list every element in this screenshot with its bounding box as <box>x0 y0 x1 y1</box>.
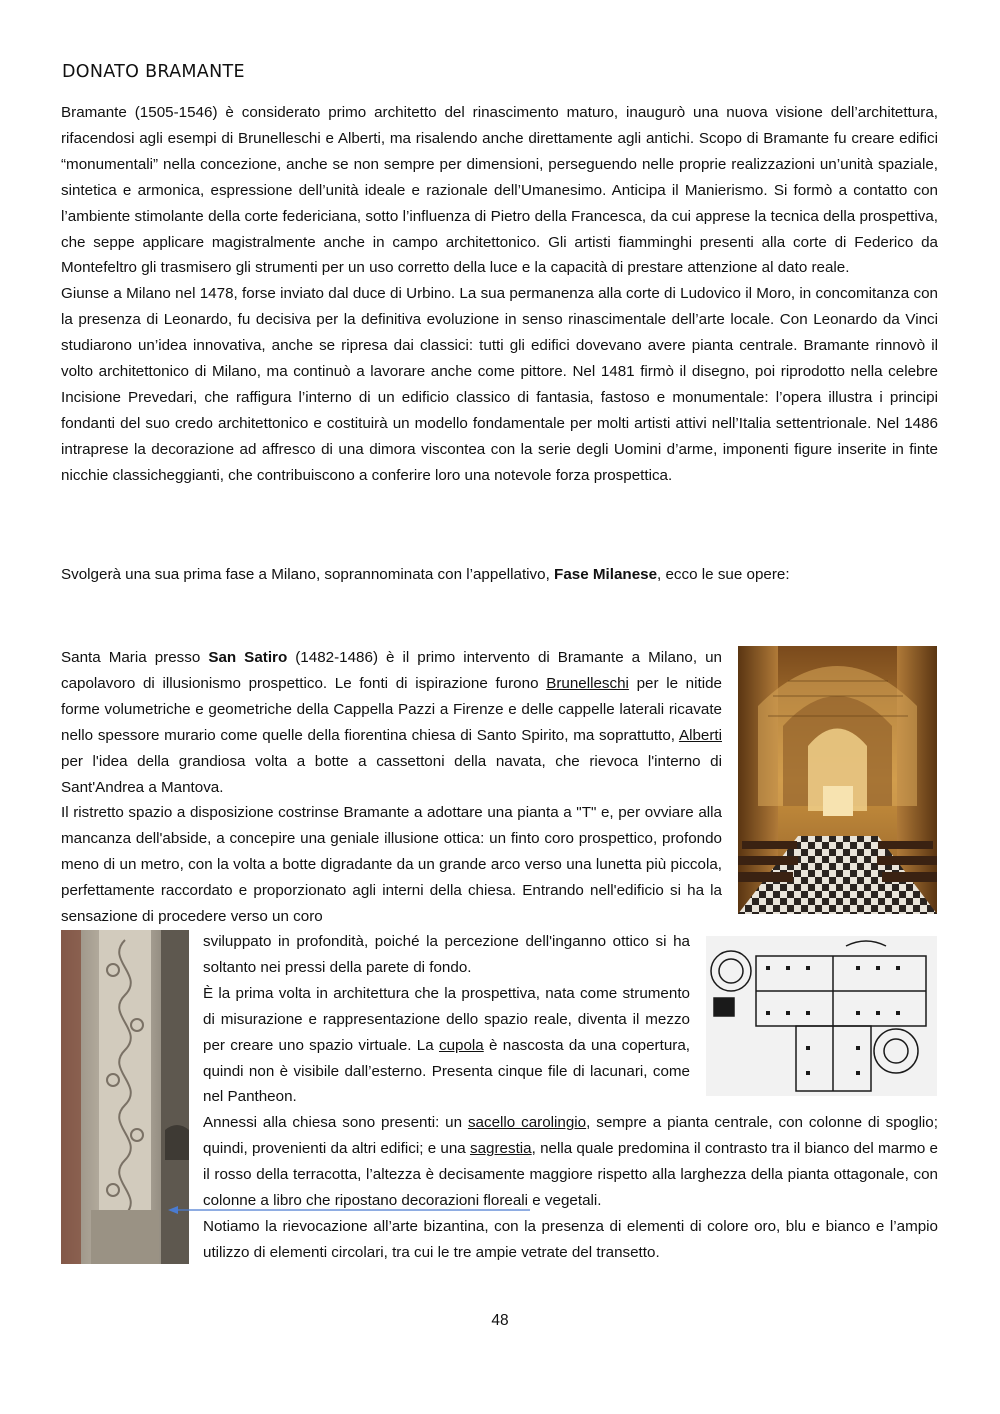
satiro-bold-name: San Satiro <box>208 649 288 666</box>
satiro-text: , nella quale predomina il contrasto tra il bianco del marmo e il rosso della terracotta, l’altezza è decisamente maggiore rispetto alla larghezza della pianta ottagonale, con colonne a libro che ripostano decorazioni floreali e vegetali. <box>203 1139 938 1209</box>
satiro-text: per l'idea della grandiosa volta a botte a cassettoni della navata, che rievoca l'interno di Sant'Andrea a Mantova. <box>61 752 722 796</box>
intro-paragraph <box>61 100 938 489</box>
satiro-text: è nascosta da una copertura, quindi non è visibile dall’esterno. Presenta cinque file di lacunari, come nel Pantheon. <box>203 1036 690 1106</box>
satiro-text: Notiamo la rievocazione all’arte bizantina, con la presenza di elementi di colore oro, blu e bianco e l’ampio utilizzo di elementi circolari, tra cui le tre ampie vetrate del transetto. <box>203 1217 938 1261</box>
satiro-text: È la prima volta in architettura che la prospettiva, nata come strumento di misurazione e rappresentazione dello spazio reale, diventa il mezzo per creare uno spazio virtuale. La <box>203 984 690 1054</box>
annotation-arrow <box>168 1200 530 1220</box>
link-alberti[interactable]: Alberti <box>678 726 722 744</box>
phase-paragraph <box>61 562 938 588</box>
link-sagrestia[interactable]: sagrestia <box>469 1139 532 1157</box>
satiro-text: sviluppato in profondità, poiché la percezione dell'inganno ottico si ha soltanto nei pressi della parete di fondo. <box>203 933 690 976</box>
satiro-text: , sempre a pianta centrale, con colonne di spoglio; quindi, provenienti da altri edifici; e una <box>203 1114 938 1157</box>
intro-text-2: Giunse a Milano nel 1478, forse inviato dal duce di Urbino. La sua permanenza alla corte di Ludovico il Moro, in concomitanza con la presenza di Leonardo, fu decisiva per la definitiva evoluzione in senso rinascimentale dell’arte locale. Con Leonardo da Vinci studiarono un’idea innovativa, anche se ripresa dai classici: tutti gli edifici dovevano avere pianta centrale. Bramante rinnovò il volto architettonico di Milano, ma continuò a lavorare anche come pittore. Nel 1481 firmò il disegno, poi riprodotto nella celebre Incisione Prevedari, che raffigura l’interno di un edificio classico di fantasia, fastoso e monumentale: l’opera illustra i principi fondanti del suo credo architettonico e costituirà un modello fondamentale per molti artisti attivi nell’Italia settentrionale. Nel 1486 intraprese la decorazione ad affresco di una dimora viscontea con la serie degli Uomini d’arme, imponenti figure inserite in finte nicchie classicheggianti, che contribuiscono a conferire loro una notevole forza prospettica. <box>61 285 938 484</box>
phase-bold: Fase Milanese <box>554 566 658 583</box>
link-brunelleschi[interactable]: Brunelleschi <box>546 674 629 692</box>
satiro-text: Annessi alla chiesa sono presenti: un <box>203 1114 468 1131</box>
floor-plan-drawing <box>706 936 937 1096</box>
satiro-text: Il ristretto spazio a disposizione costrinse Bramante a adottare una pianta a "T" e, per ovviare alla mancanza dell'abside, a concepire una geniale illusione ottica: un finto coro prospettico, profondo meno di un metro, con la volta a botte digradante da un grande arco verso una lunetta più piccola, perfettamente raccordato e proporzionato agli interni della chiesa. Entrando nell'edificio si ha la sensazione di procedere verso un coro <box>61 804 722 926</box>
phase-text-after: , ecco le sue opere: <box>657 566 790 583</box>
church-interior-photo <box>738 646 937 914</box>
link-cupola[interactable]: cupola <box>438 1036 484 1054</box>
satiro-text: (1482-1486) è il primo intervento di Bramante a Milano, un capolavoro di illusionismo prospettico. Le fonti di ispirazione furono <box>61 649 722 692</box>
satiro-text: Santa Maria presso <box>61 649 209 666</box>
satiro-paragraph-top <box>61 645 722 930</box>
page-title: DONATO BRAMANTE <box>62 62 245 82</box>
phase-text-before: Svolgerà una sua prima fase a Milano, soprannominata con l’appellativo, <box>61 566 555 583</box>
satiro-paragraph-bottom <box>203 1110 938 1265</box>
link-sacello-carolingio[interactable]: sacello carolingio <box>467 1114 587 1131</box>
satiro-text: per le nitide forme volumetriche e geometriche della Cappella Pazzi a Firenze e delle cappelle laterali ricavate nello spessore murario come quelle della fiorentina chiesa di Santo Spirito, ma soprattutto, <box>61 674 722 744</box>
intro-text-1: Bramante (1505-1546) è considerato primo architetto del rinascimento maturo, inaugurò una nuova visione dell’architettura, rifacendosi agli esempi di Brunelleschi e Alberti, ma risalendo anche direttamente agli antichi. Scopo di Bramante fu creare edifici “monumentali” nella concezione, anche se non sempre per dimensioni, perseguendo nelle proprie realizzazioni un’unità spaziale, sintetica e armonica, espressione dell’unità ideale e razionale dell’Umanesimo. Anticipa il Manierismo. Si formò a contatto con l’ambiente stimolante della corte federiciana, sotto l’influenza di Pietro della Francesca, da cui apprese la tecnica della prospettiva, che seppe applicare magistralmente anche in campo architettonico. Gli artisti fiamminghi presenti alla corte di Federico da Montefeltro gli trasmisero gli strumenti per un uso corretto della luce e la capacità di prestare attenzione al dato reale. <box>61 104 938 277</box>
satiro-paragraph-mid <box>203 929 690 1110</box>
page-number: 48 <box>491 1312 509 1329</box>
